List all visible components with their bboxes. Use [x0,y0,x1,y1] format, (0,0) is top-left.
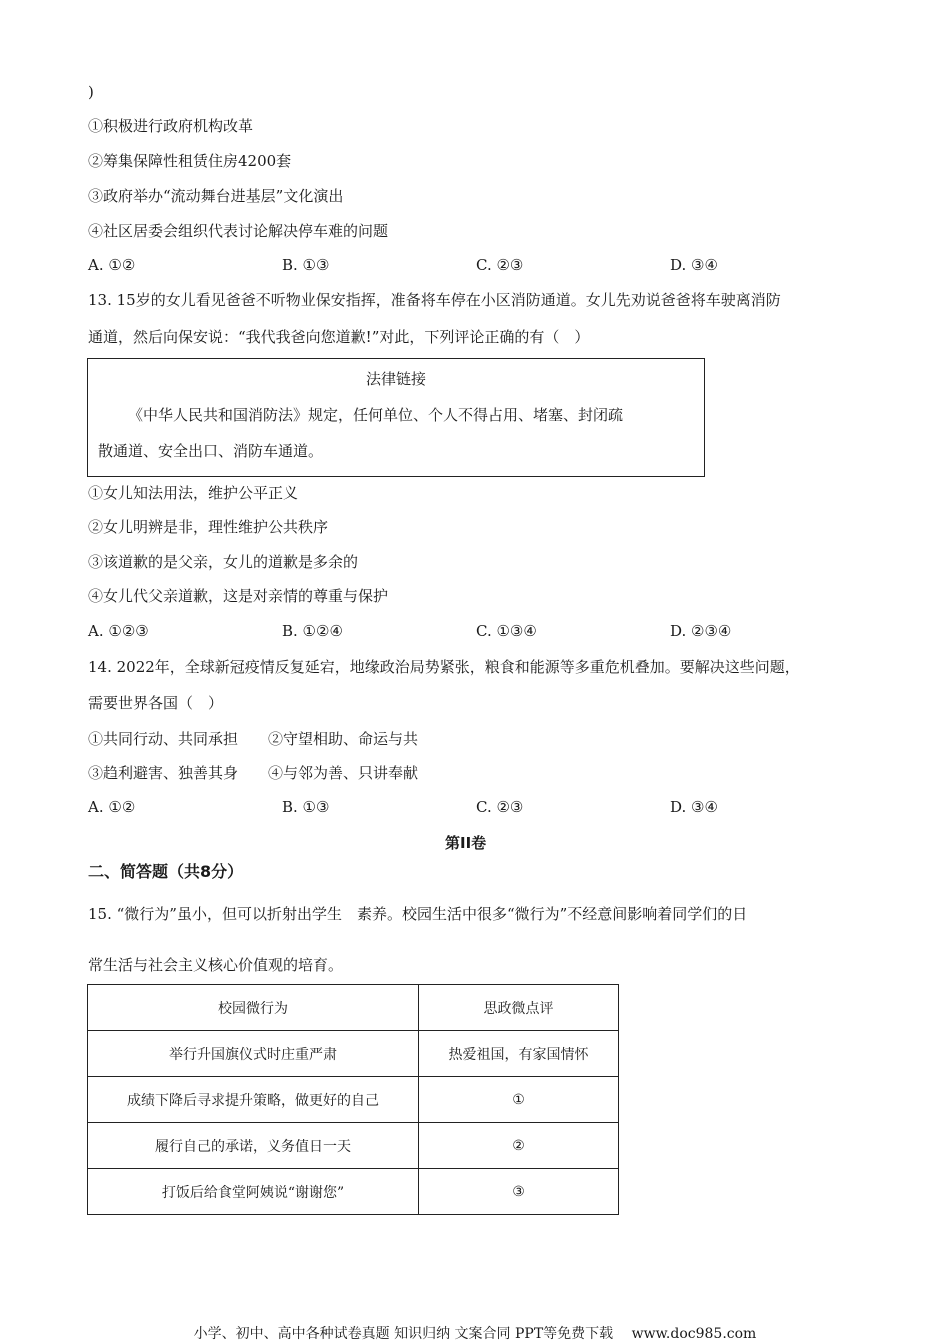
q13-stem-line-2: 通道，然后向保安说：“我代我爸向您道歉!”对此，下列评论正确的有（ ） [88,328,590,346]
legal-link-box [87,358,705,477]
table-header-comment: 思政微点评 [419,985,619,1031]
q15-stem-line-1: 15. “微行为”虽小，但可以折射出学生 素养。校园生活中很多“微行为”不经意间影响着同学们的日 [88,905,748,923]
table-cell-comment: ② [419,1123,619,1169]
q13-stem-line-1: 13. 15岁的女儿看见爸爸不听物业保安指挥，准备将车停在小区消防通道。女儿先劝说爸爸将车驶离消防 [88,291,781,309]
legal-link-title: 法律链接 [365,370,426,388]
q12-tail: ) [88,83,94,101]
table-cell-behavior: 打饭后给食堂阿姨说“谢谢您” [88,1169,419,1215]
q14-items-row-2: ③趋利避害、独善其身 ④与邻为善、只讲奉献 [88,764,419,782]
table-cell-comment: ① [419,1077,619,1123]
q14-items-row-1: ①共同行动、共同承担 ②守望相助、命运与共 [88,730,419,748]
q13-option-c: C. ①③④ [476,622,537,640]
table-row [88,1123,619,1169]
q14-stem-line-2: 需要世界各国（ ） [88,694,224,712]
q12-item-2: ②筹集保障性租赁住房4200套 [88,152,292,170]
q13-option-a: A. ①②③ [88,622,149,640]
q12-option-b: B. ①③ [282,256,330,274]
q13-option-b: B. ①②④ [282,622,343,640]
q14-option-c: C. ②③ [476,798,524,816]
q15-stem-line-2: 常生活与社会主义核心价值观的培育。 [88,956,344,974]
q13-item-4: ④女儿代父亲道歉，这是对亲情的尊重与保护 [88,587,389,605]
page-footer: 小学、初中、高中各种试卷真题 知识归纳 文案合同 PPT等免费下载 www.doc985.com [193,1326,757,1342]
table-cell-behavior: 举行升国旗仪式时庄重严肃 [88,1031,419,1077]
q14-stem-line-1: 14. 2022年，全球新冠疫情反复延宕，地缘政治局势紧张，粮食和能源等多重危机叠加。要解决这些问题， [88,658,800,676]
table-cell-comment: ③ [419,1169,619,1215]
legal-link-text-2: 散通道、安全出口、消防车通道。 [98,442,324,460]
section-title: 二、简答题（共8分） [88,862,244,881]
table-header-behavior: 校园微行为 [88,985,419,1031]
table-row [88,1031,619,1077]
q12-item-4: ④社区居委会组织代表讨论解决停车难的问题 [88,222,389,240]
q13-option-d: D. ②③④ [670,622,732,640]
table-cell-comment: 热爱祖国，有家国情怀 [419,1031,619,1077]
q13-item-2: ②女儿明辨是非，理性维护公共秩序 [88,518,329,536]
q12-option-a: A. ①② [88,256,136,274]
q12-option-c: C. ②③ [476,256,524,274]
q14-option-d: D. ③④ [670,798,718,816]
legal-link-text-1: 《中华人民共和国消防法》规定，任何单位、个人不得占用、堵塞、封闭疏 [128,406,624,424]
table-cell-behavior: 成绩下降后寻求提升策略，做更好的自己 [88,1077,419,1123]
table-header-row [88,985,619,1031]
q12-option-d: D. ③④ [670,256,718,274]
q13-item-1: ①女儿知法用法，维护公平正义 [88,484,299,502]
table-row [88,1077,619,1123]
q12-item-3: ③政府举办“流动舞台进基层”文化演出 [88,187,344,205]
q14-option-b: B. ①③ [282,798,330,816]
q13-item-3: ③该道歉的是父亲，女儿的道歉是多余的 [88,553,359,571]
q12-item-1: ①积极进行政府机构改革 [88,117,254,135]
table-row [88,1169,619,1215]
part-2-title: 第II卷 [445,834,487,852]
q14-option-a: A. ①② [88,798,136,816]
table-cell-behavior: 履行自己的承诺，义务值日一天 [88,1123,419,1169]
evaluation-table [87,984,619,1215]
